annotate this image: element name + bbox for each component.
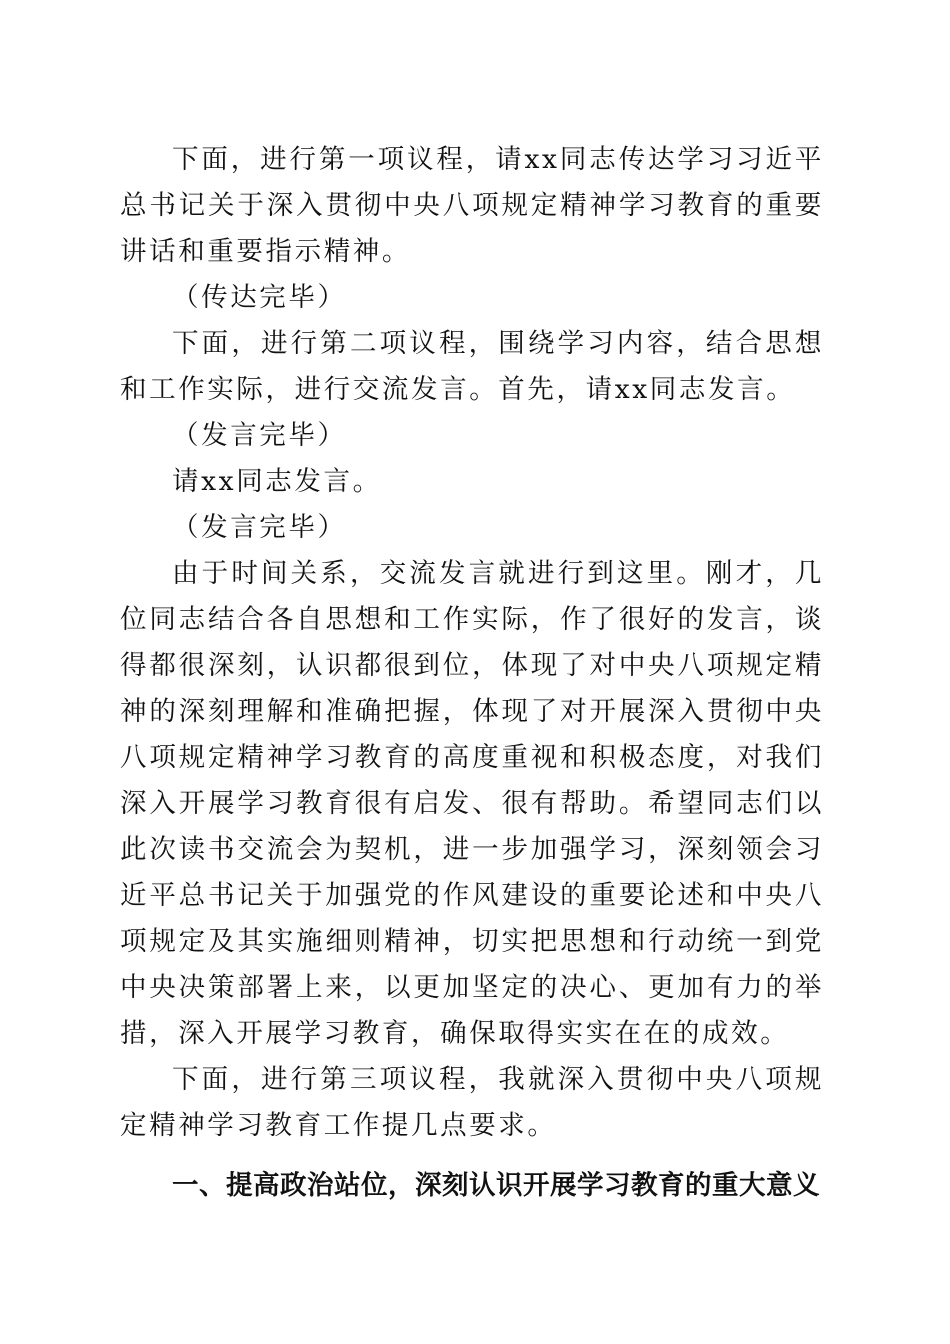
note-speech-complete-1: （发言完毕）: [172, 420, 347, 451]
paragraph-agenda-one: 下面，进行第一项议程，请xx同志传达学习习近平总书记关于深入贯彻中央八项规定精神学习教育的重要讲话和重要指示精神。: [120, 144, 824, 267]
paragraph-summary: 由于时间关系，交流发言就进行到这里。刚才，几位同志结合各自思想和工作实际，作了很好的发言，谈得都很深刻，认识都很到位，体现了对中央八项规定精神的深刻理解和准确把握，体现了对开展深入贯彻中央八项规定精神学习教育的高度重视和积极态度，对我们深入开展学习教育很有启发、很有帮助。希望同志们以此次读书交流会为契机，进一步加强学习，深刻领会习近平总书记关于加强党的作风建设的重要论述和中央八项规定及其实施细则精神，切实把思想和行动统一到党中央决策部署上来，以更加坚定的决心、更加有力的举措，深入开展学习教育，确保取得实实在在的成效。: [120, 558, 824, 1049]
note-speech-complete-2: （发言完毕）: [172, 512, 347, 543]
paragraph-agenda-three: 下面，进行第三项议程，我就深入贯彻中央八项规定精神学习教育工作提几点要求。: [120, 1064, 824, 1141]
paragraph-agenda-two: 下面，进行第二项议程，围绕学习内容，结合思想和工作实际，进行交流发言。首先，请xx同志发言。: [120, 328, 824, 405]
document-body: [120, 137, 824, 1209]
section-heading-one: 一、提高政治站位，深刻认识开展学习教育的重大意义: [172, 1170, 820, 1201]
note-relay-complete: （传达完毕）: [172, 282, 347, 313]
paragraph-next-speaker: 请xx同志发言。: [172, 466, 382, 497]
